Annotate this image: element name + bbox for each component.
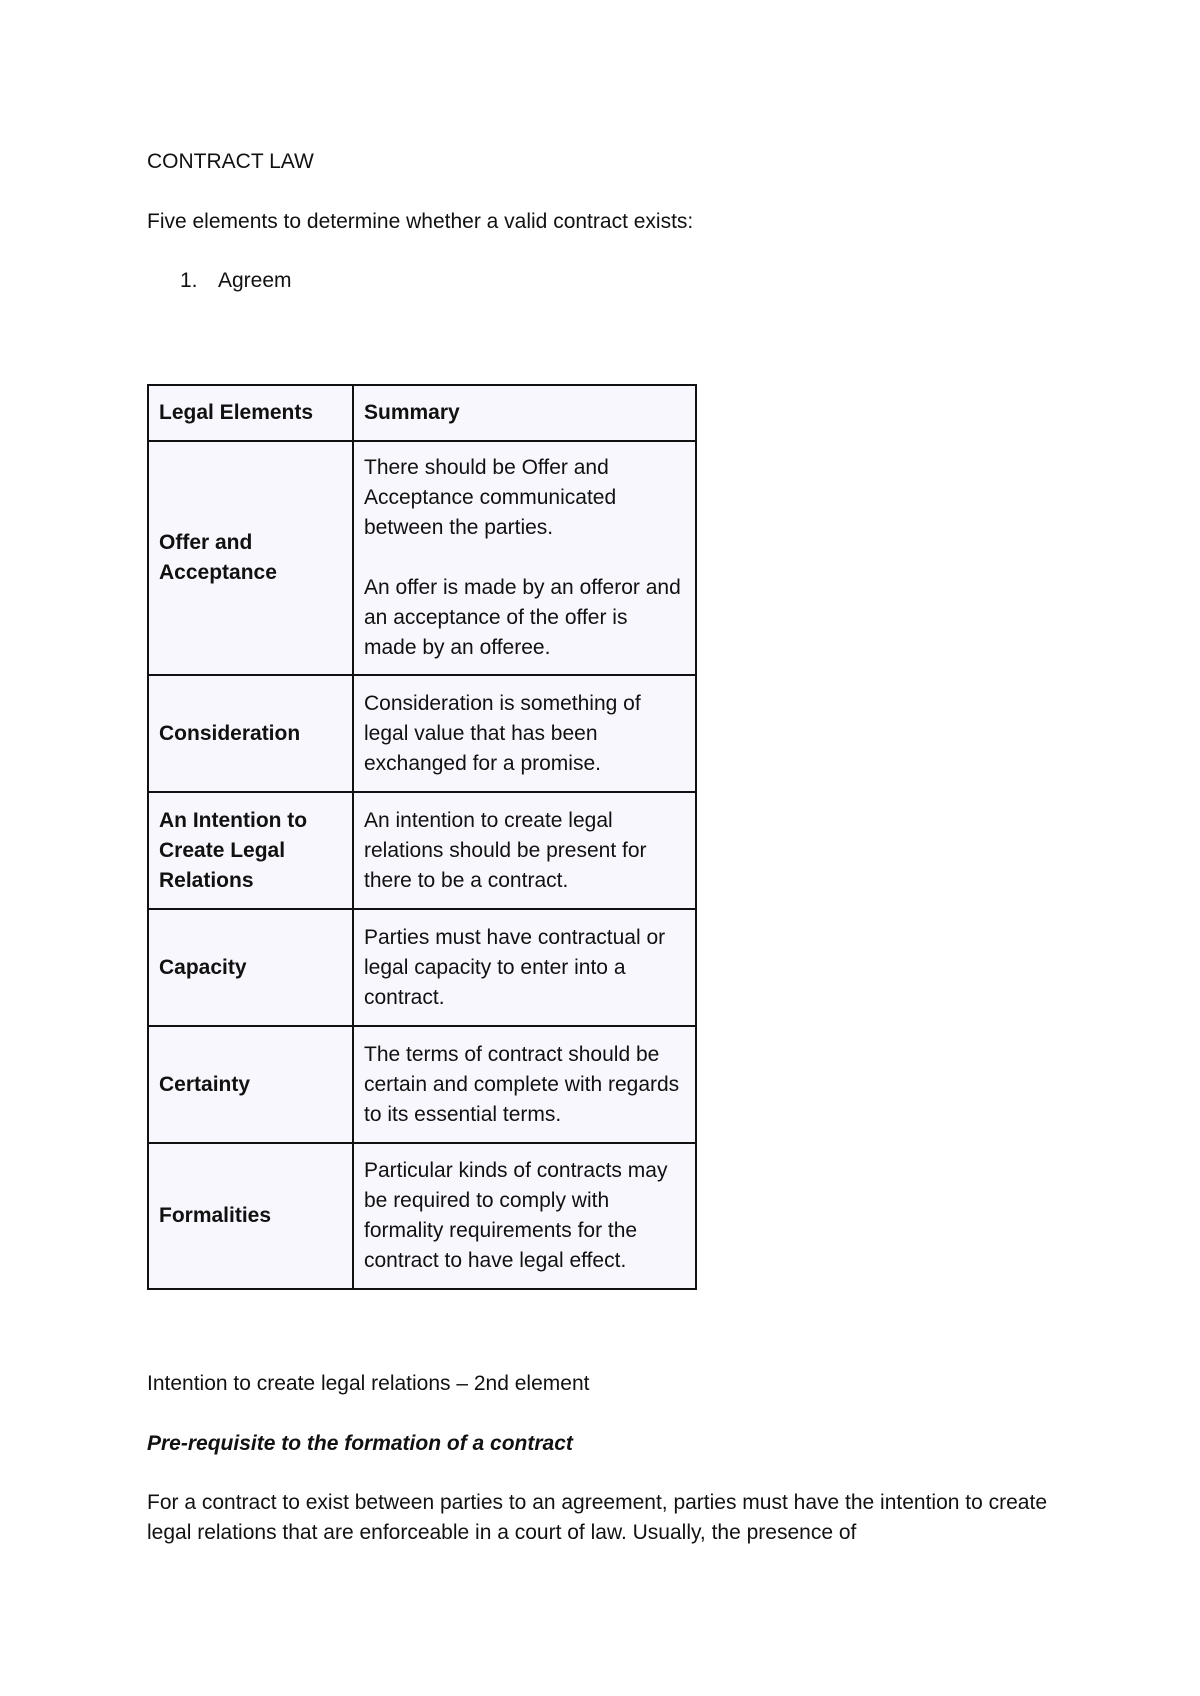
table-row bbox=[148, 1143, 696, 1289]
document-heading: CONTRACT LAW bbox=[147, 150, 314, 173]
summary-paragraph: Parties must have contractual or legal capacity to enter into a contract. bbox=[364, 925, 666, 1009]
summary-cell bbox=[353, 909, 696, 1026]
element-cell: Consideration bbox=[148, 675, 353, 792]
table-header-row bbox=[148, 385, 696, 441]
column-header-legal-elements: Legal Elements bbox=[148, 385, 353, 441]
summary-cell bbox=[353, 1026, 696, 1143]
table-row bbox=[148, 1026, 696, 1143]
table-row bbox=[148, 441, 696, 675]
summary-cell bbox=[353, 1143, 696, 1289]
summary-paragraph: An intention to create legal relations should be present for there to be a contract. bbox=[364, 808, 647, 892]
element-cell: Formalities bbox=[148, 1143, 353, 1289]
list-item-text: Agreem bbox=[218, 269, 292, 292]
table-row bbox=[148, 675, 696, 792]
element-cell: Offer and Acceptance bbox=[148, 441, 353, 675]
summary-cell bbox=[353, 675, 696, 792]
table-row bbox=[148, 792, 696, 909]
legal-elements-table bbox=[147, 384, 697, 1290]
summary-paragraph: Consideration is something of legal value that has been exchanged for a promise. bbox=[364, 691, 641, 775]
element-cell: Certainty bbox=[148, 1026, 353, 1143]
intro-text: Five elements to determine whether a valid contract exists: bbox=[147, 210, 694, 233]
summary-paragraph: The terms of contract should be certain and complete with regards to its essential terms. bbox=[364, 1042, 680, 1126]
element-cell: An Intention to Create Legal Relations bbox=[148, 792, 353, 909]
section-subheading: Pre-requisite to the formation of a contract bbox=[147, 1432, 573, 1455]
summary-cell bbox=[353, 792, 696, 909]
summary-paragraph: An offer is made by an offeror and an acceptance of the offer is made by an offeree. bbox=[364, 576, 681, 659]
summary-paragraph: Particular kinds of contracts may be required to comply with formality requirements for the contract to have legal effect. bbox=[364, 1159, 668, 1272]
summary-cell bbox=[353, 441, 696, 675]
column-header-summary: Summary bbox=[353, 385, 696, 441]
numbered-list-item bbox=[180, 266, 292, 296]
section-title: Intention to create legal relations – 2nd element bbox=[147, 1372, 590, 1395]
summary-paragraph: There should be Offer and Acceptance communicated between the parties. bbox=[364, 456, 617, 539]
list-item-number: 1. bbox=[180, 269, 198, 292]
body-paragraph: For a contract to exist between parties to an agreement, parties must have the intention to create legal relations that are enforceable in a court of law. Usually, the presence of bbox=[147, 1491, 1047, 1544]
table-row bbox=[148, 909, 696, 1026]
element-cell: Capacity bbox=[148, 909, 353, 1026]
